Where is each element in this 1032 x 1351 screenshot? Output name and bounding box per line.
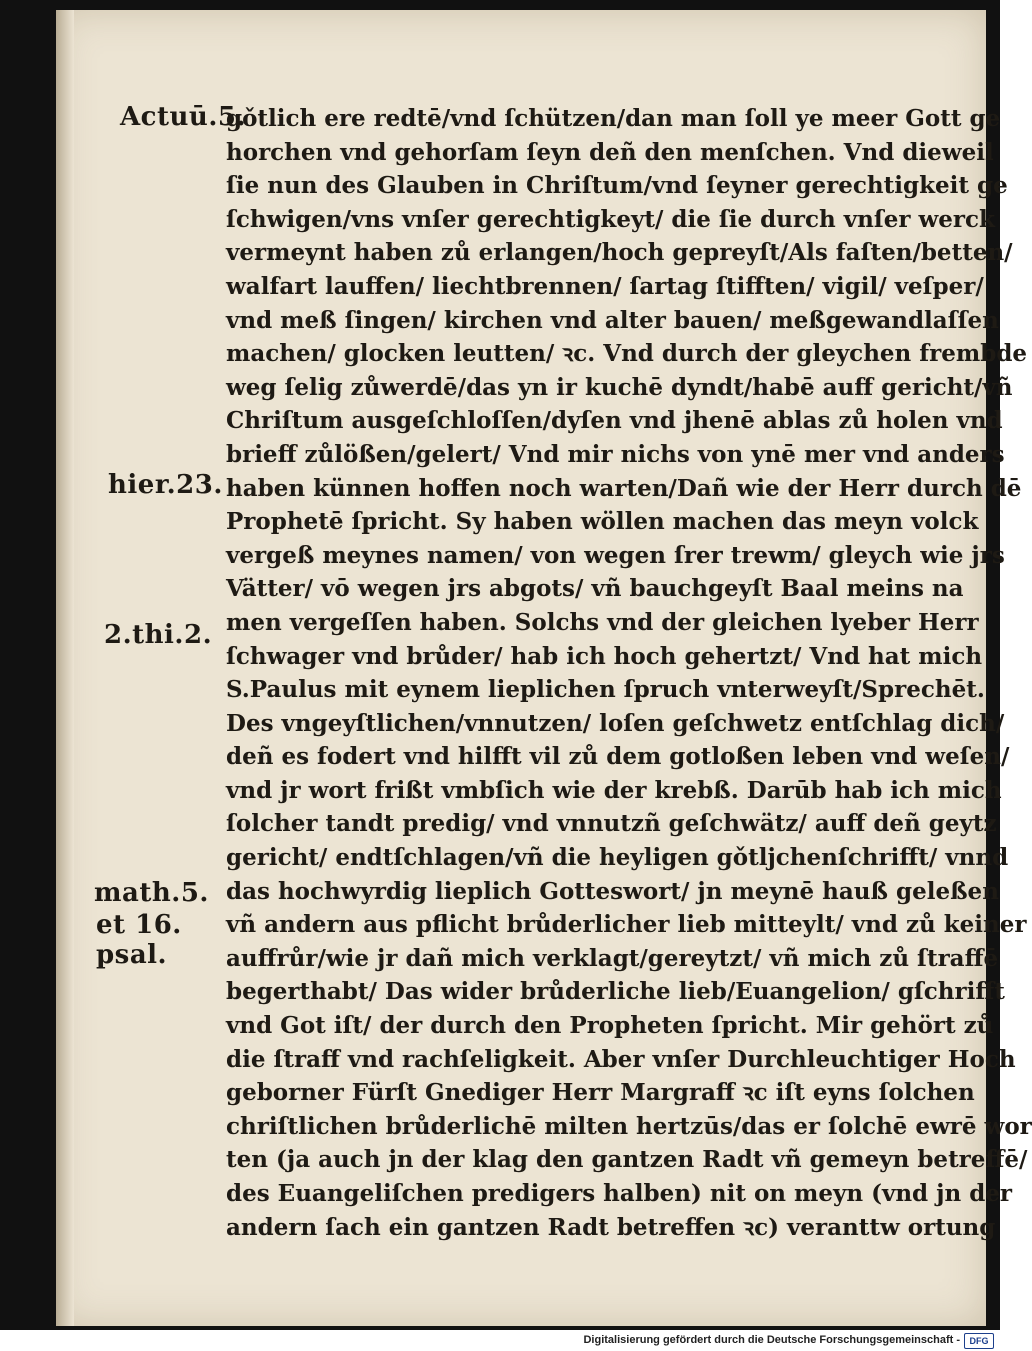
dfg-logo-icon: DFG [964,1333,994,1349]
text-line: Chriſtum ausgeſchloſſen/dyſen vnd jhenē ablas zů holen vnd [226,407,1003,435]
text-line: Prophetē ſpricht. Sy haben wöllen machen das meyn volck [226,508,979,536]
text-line: vermeynt haben zů erlangen/hoch gepreyſt/Als faſten/betten/ [226,239,1013,267]
text-line: brieff zůlößen/gelert/ Vnd mir nichs von ynē mer vnd anders [226,440,1005,468]
text-line: haben künnen hoffen noch warten/Dañ wie der Herr durch dē [226,474,1022,502]
text-line: vñ andern aus pflicht brůderlicher lieb mitteylt/ vnd zů keiner [226,911,1027,939]
text-line: des Euangeliſchen predigers halben) nit on meyn (vnd jn der [226,1180,1013,1207]
funding-credit: Digitalisierung gefördert durch die Deutsche Forschungsgemeinschaft - [583,1334,960,1346]
text-line: walfart lauffen/ liechtbrennen/ ſartag ſtifften/ vigil/ veſper/ [226,272,984,300]
text-line: horchen vnd gehorſam ſeyn deñ den menſchen. Vnd dieweil [226,138,994,166]
text-line: ſchwigen/vns vnſer gerechtigkeyt/ die ſie durch vnſer werck [226,205,995,233]
text-line: deñ es fodert vnd hilfft vil zů dem gotloßen leben vnd weſen/ [226,743,1010,771]
page-spine-shadow [56,10,74,1326]
text-line: andern ſach ein gantzen Radt betreffen ꝛc) veranttw ortung [226,1213,996,1241]
text-line: auffrůr/wie jr dañ mich verklagt/gereytzt/ vñ mich zů ſtraffē [226,944,999,972]
text-line: S.Paulus mit eynem lieplichen ſpruch vnterweyſt/Sprechēt. [226,676,985,704]
text-line: ten (ja auch jn der klag den gantzen Radt vñ gemeyn betreffē/ [226,1146,1028,1174]
text-line: geborner Fürſt Gnediger Herr Margraff ꝛc iſt eyns ſolchen [226,1079,975,1107]
text-line: gǒtlich ere redtē/vnd ſchützen/dan man ſoll ye meer Gott ge [226,105,1001,132]
footer-bar [0,1330,1000,1351]
text-line: vnd meß ſingen/ kirchen vnd alter bauen/ meßgewandlaſſen [226,306,999,334]
marginal-note: math.5. [94,878,209,908]
body-text [226,102,1032,1244]
text-line: ſchwager vnd brůder/ hab ich hoch gehertzt/ Vnd hat mich [226,642,983,670]
marginal-note: Actuū.5. [120,102,247,132]
text-line: weg ſelig zůwerdē/das yn ir kuchē dyndt/habē auff gericht/vñ [226,373,1013,401]
text-line: die ſtraff vnd rachſeligkeit. Aber vnſer Durchleuchtiger Hoch [226,1045,1016,1073]
marginal-note: psal. [96,940,168,970]
text-line: das hochwyrdig lieplich Gotteswort/ jn meynē hauß geleßen [226,877,999,905]
book-page [56,10,1032,1326]
marginal-note: 2.thi.2. [104,620,213,650]
text-line: Des vngeyſtlichen/vnnutzen/ loſen geſchwetz entſchlag dich/ [226,709,1005,737]
text-line: begerthabt/ Das wider brůderliche lieb/Euangelion/ gſchrifft [226,978,1005,1006]
text-line: vnd jr wort frißt vmbſich wie der krebß. Darūb hab ich mich [226,776,1002,804]
text-line: Vätter/ vō wegen jrs abgots/ vñ bauchgeyſt Baal meins na [226,575,964,603]
marginal-note: hier.23. [108,470,223,500]
text-line: chriſtlichen brůderlichē milten hertzūs/das er ſolchē ewrē wor [226,1112,1032,1140]
text-line: machen/ glocken leutten/ ꝛc. Vnd durch der gleychen frembde [226,340,1028,368]
marginal-note: et 16. [96,910,182,940]
text-line: vnd Got iſt/ der durch den Propheten ſpricht. Mir gehört zů [226,1012,994,1040]
text-line: ſie nun des Glauben in Chriſtum/vnd ſeyner gerechtigkeit ge [226,172,1008,200]
text-line: ſolcher tandt predig/ vnd vnnutzñ geſchwätz/ auff deñ geytz [226,810,997,838]
text-line: vergeß meynes namen/ von wegen ſrer trewm/ gleych wie jrs [226,541,1005,569]
text-line: gericht/ endtſchlagen/vñ die heyligen gǒtljchenſchrifft/ vnnd [226,844,1009,872]
text-line: men vergeſſen haben. Solchs vnd der gleichen lyeber Herr [226,608,979,636]
